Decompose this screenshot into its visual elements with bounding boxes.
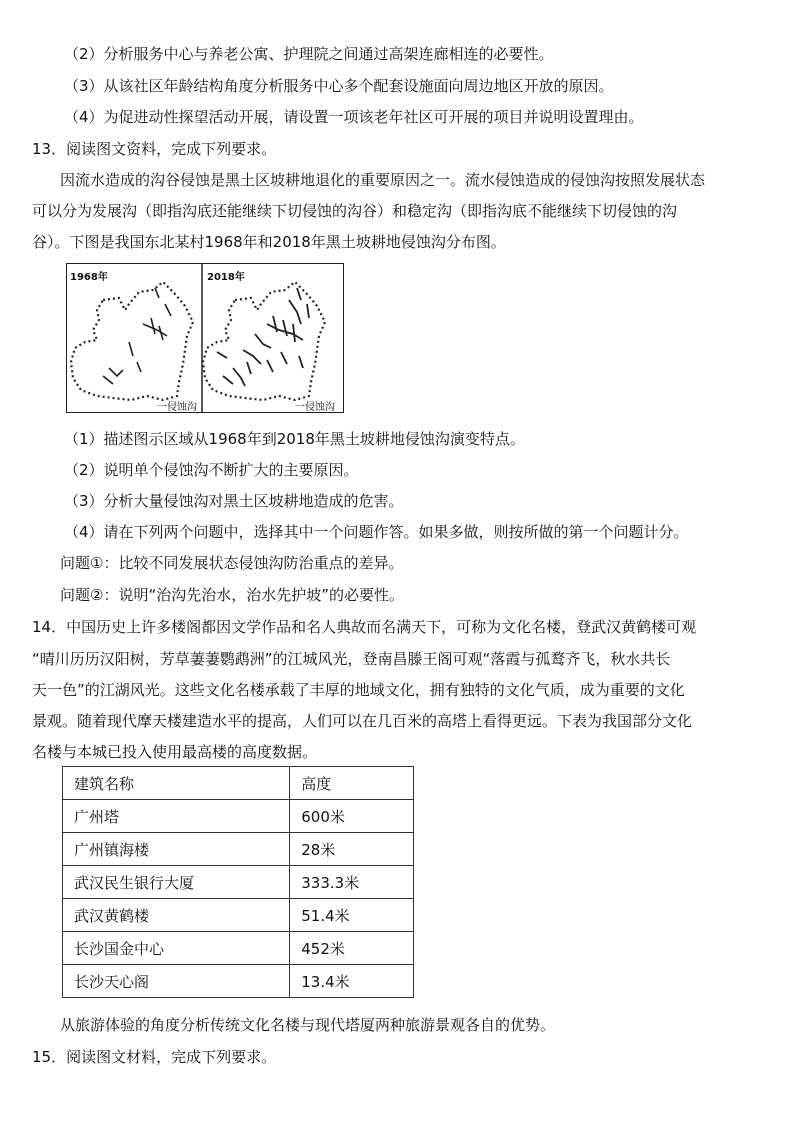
header-height: 高度 <box>290 767 414 800</box>
question-13-part-4: （4）请在下列两个问题中，选择其中一个问题作答。如果多做，则按所做的第一个问题计分。 <box>64 523 689 541</box>
table-row <box>63 899 414 932</box>
building-name-cell: 长沙天心阁 <box>63 965 290 998</box>
height-cell: 51.4米 <box>290 899 414 932</box>
erosion-gully-map-svg <box>67 264 343 412</box>
panel-label-1968: 1968年 <box>70 272 108 283</box>
table-row <box>63 833 414 866</box>
question-14-task: 从旅游体验的角度分析传统文化名楼与现代塔厦两种旅游景观各自的优势。 <box>60 1016 556 1034</box>
building-name-cell: 广州塔 <box>63 800 290 833</box>
legend-gully-left: 一侵蚀沟 <box>157 402 197 413</box>
table-header-row <box>63 767 414 800</box>
erosion-gully-map-figure <box>66 263 344 413</box>
question-14-line-5: 名楼与本城已投入使用最高楼的高度数据。 <box>32 743 318 761</box>
height-cell: 600米 <box>290 800 414 833</box>
question-13-paragraph-line-2: 可以分为发展沟（即指沟底还能继续下切侵蚀的沟谷）和稳定沟（即指沟底不能继续下切侵蚀的沟 <box>32 202 678 220</box>
village-boundary-1968 <box>71 282 193 400</box>
panel-label-2018: 2018年 <box>207 272 245 283</box>
question-14-line-2: “晴川历历汉阳树，芳草萋萋鹦鹉洲”的江城风光，登南昌滕王阁可观“落霞与孤鹜齐飞，秋水共长 <box>32 650 671 668</box>
building-name-cell: 广州镇海楼 <box>63 833 290 866</box>
question-13-option-2: 问题②：说明“治沟先治水，治水先护坡”的必要性。 <box>60 586 404 604</box>
question-14-line-4: 景观。随着现代摩天楼建造水平的提高，人们可以在几百米的高塔上看得更远。下表为我国部分文化 <box>32 712 693 730</box>
gullies-1968 <box>103 288 171 384</box>
table-row <box>63 866 414 899</box>
height-cell: 452米 <box>290 932 414 965</box>
question-14-line-1: 14．中国历史上许多楼阁都因文学作品和名人典故而名满天下，可称为文化名楼，登武汉黄鹤楼可观 <box>32 618 697 636</box>
question-13-part-2: （2）说明单个侵蚀沟不断扩大的主要原因。 <box>64 461 359 479</box>
question-13-part-3: （3）分析大量侵蚀沟对黑土区坡耕地造成的危害。 <box>64 492 404 510</box>
question-12-part-2: （2）分析服务中心与养老公寓、护理院之间通过高架连廊相连的必要性。 <box>64 45 554 63</box>
table-row <box>63 800 414 833</box>
question-14-line-3: 天一色”的江湖风光。这些文化名楼承载了丰厚的地域文化，拥有独特的文化气质，成为重要的文化 <box>32 681 685 699</box>
gullies-2018 <box>217 288 309 386</box>
question-13-part-1: （1）描述图示区域从1968年到2018年黑土坡耕地侵蚀沟演变特点。 <box>64 430 525 448</box>
village-boundary-2018 <box>203 282 325 400</box>
question-13-heading: 13．阅读图文资料，完成下列要求。 <box>32 140 277 158</box>
height-cell: 28米 <box>290 833 414 866</box>
building-name-cell: 武汉黄鹤楼 <box>63 899 290 932</box>
building-height-table <box>62 766 414 998</box>
header-building-name: 建筑名称 <box>63 767 290 800</box>
height-cell: 333.3米 <box>290 866 414 899</box>
table-row <box>63 932 414 965</box>
question-13-option-1: 问题①：比较不同发展状态侵蚀沟防治重点的差异。 <box>60 554 404 572</box>
building-name-cell: 武汉民生银行大厦 <box>63 866 290 899</box>
building-name-cell: 长沙国金中心 <box>63 932 290 965</box>
question-15-heading: 15．阅读图文材料，完成下列要求。 <box>32 1048 277 1066</box>
question-12-part-4: （4）为促进动性探望活动开展，请设置一项该老年社区可开展的项目并说明设置理由。 <box>64 108 644 126</box>
question-13-paragraph-line-1: 因流水造成的沟谷侵蚀是黑土区坡耕地退化的重要原因之一。流水侵蚀造成的侵蚀沟按照发展状态 <box>60 171 706 189</box>
question-12-part-3: （3）从该社区年龄结构角度分析服务中心多个配套设施面向周边地区开放的原因。 <box>64 77 614 95</box>
height-cell: 13.4米 <box>290 965 414 998</box>
legend-gully-right: 一侵蚀沟 <box>295 402 335 413</box>
question-13-paragraph-line-3: 谷）。下图是我国东北某村1968年和2018年黑土坡耕地侵蚀沟分布图。 <box>32 233 506 251</box>
table-row <box>63 965 414 998</box>
